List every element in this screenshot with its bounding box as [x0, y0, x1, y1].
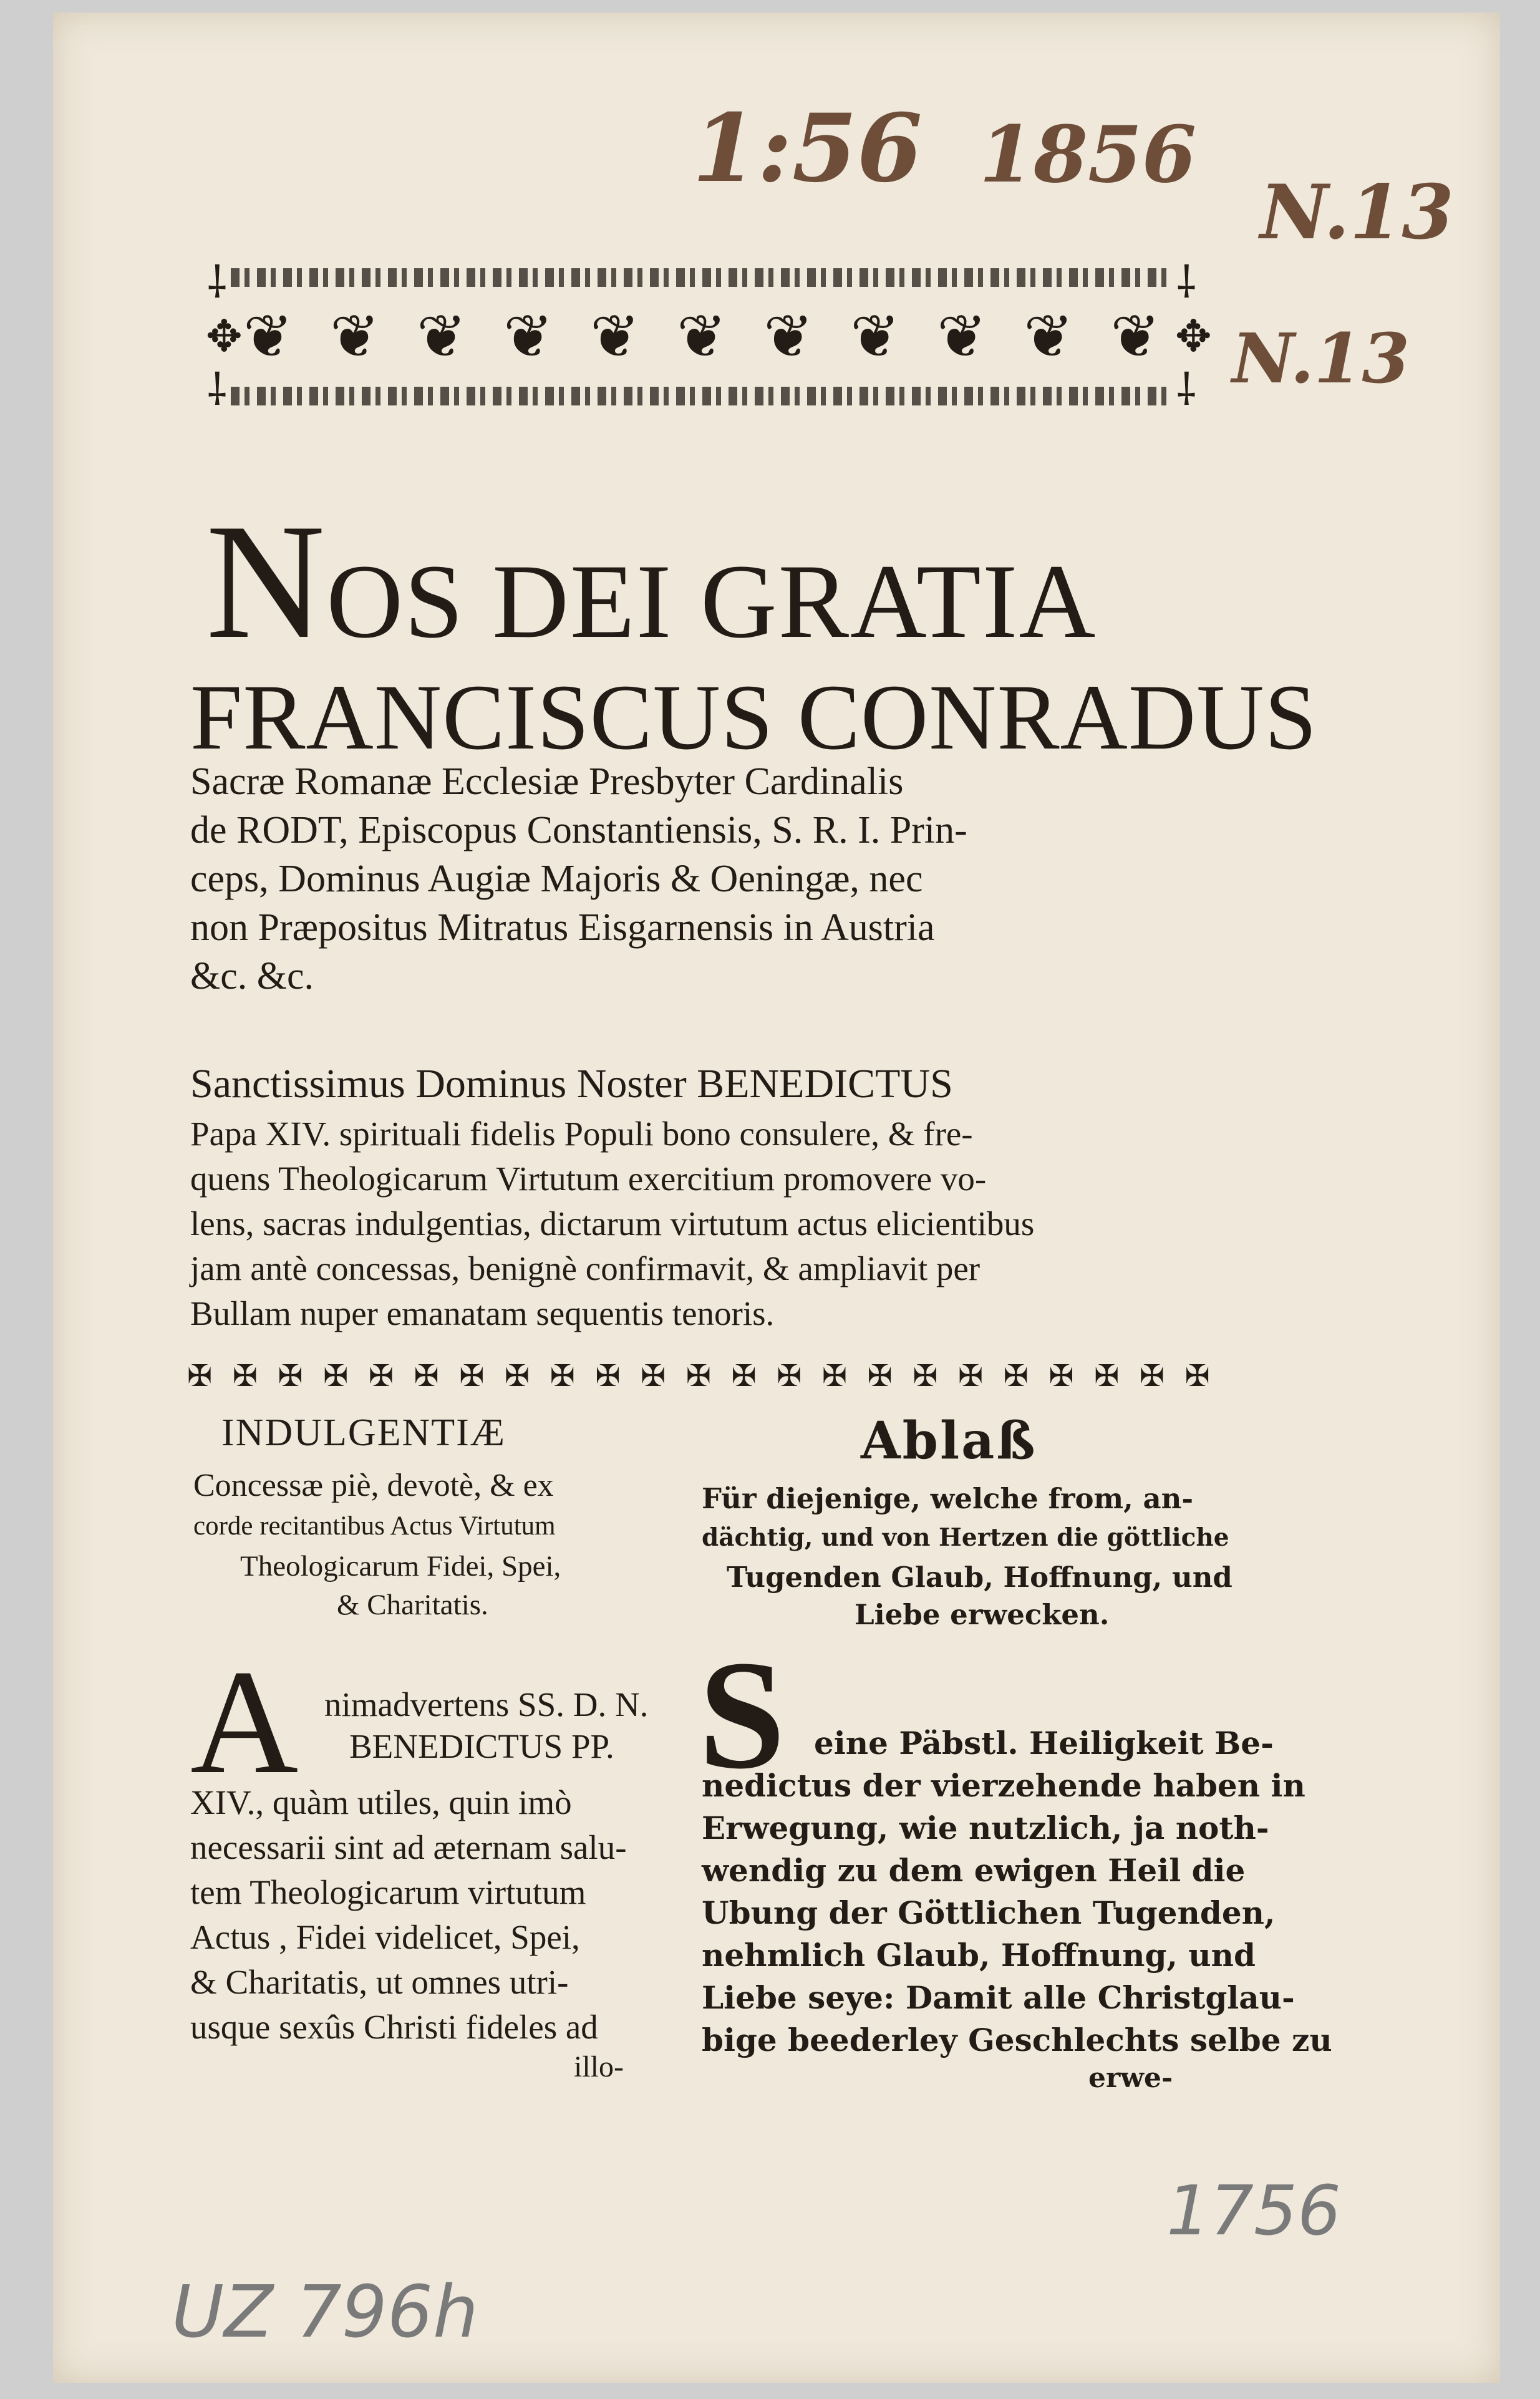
latin-subtitle-line: Concessæ piè, devotè, & ex — [193, 1468, 554, 1503]
handwritten-year: 1856 — [979, 109, 1196, 200]
header-line: &c. &c. — [190, 955, 314, 997]
ornament-band: ⸸ ✥ ⸸ ❦ ❦ ❦ ❦ ❦ ❦ ❦ ❦ ❦ ❦ ❦ ⸸ ✥ ⸸ — [206, 257, 1212, 415]
german-body-line: eine Päbstl. Heiligkeit Be- — [814, 1725, 1274, 1762]
header-line: de RODT, Episcopus Constantiensis, S. R. I. Prin- — [190, 809, 967, 851]
german-subtitle-line: Für diejenige, welche from, an- — [702, 1482, 1194, 1515]
german-body-line: erwe- — [1088, 2062, 1173, 2094]
german-body-line: Ubung der Göttlichen Tugenden, — [702, 1894, 1276, 1931]
intro-line: quens Theologicarum Virtutum exercitium promovere vo- — [190, 1160, 987, 1198]
latin-body-line: usque sexûs Christi fideles ad — [190, 2008, 598, 2046]
header-line: Sacræ Romanæ Ecclesiæ Presbyter Cardinalis — [190, 760, 904, 803]
cross-separator: ✠ ✠ ✠ ✠ ✠ ✠ ✠ ✠ ✠ ✠ ✠ ✠ ✠ ✠ ✠ ✠ ✠ ✠ ✠ ✠ ✠ ✠ ✠ — [187, 1359, 1210, 1393]
german-body-line: nehmlich Glaub, Hoffnung, und — [702, 1937, 1256, 1974]
latin-body-line: XIV., quàm utiles, quin imò — [190, 1783, 572, 1821]
header-line: non Præpositus Mitratus Eisgarnensis in Austria — [190, 906, 935, 949]
german-body-line: wendig zu dem ewigen Heil die — [702, 1852, 1246, 1889]
intro-line: jam antè concessas, benignè confirmavit, & ampliavit per — [190, 1249, 981, 1287]
header-line: ceps, Dominus Augiæ Majoris & Oeningæ, nec — [190, 858, 923, 900]
latin-body-line: nimadvertens SS. D. N. — [324, 1685, 649, 1723]
intro-line: lens, sacras indulgentias, dictarum virtutum actus elicientibus — [190, 1204, 1035, 1243]
latin-body-line: Actus , Fidei videlicet, Spei, — [190, 1918, 580, 1956]
latin-dropcap: A — [190, 1639, 299, 1805]
german-subtitle-line: Tugenden Glaub, Hoffnung, und — [727, 1561, 1232, 1594]
latin-body-line: & Charitatis, ut omnes utri- — [190, 1963, 569, 2001]
latin-body-line: BENEDICTUS PP. — [349, 1727, 614, 1765]
german-subtitle-line: Liebe erwecken. — [855, 1598, 1110, 1631]
german-body-line: bige beederley Geschlechts selbe zu — [702, 2022, 1332, 2058]
handwritten-number: 1:56 — [692, 94, 923, 203]
pencil-shelfmark: UZ 796h — [172, 2271, 478, 2354]
german-dropcap: S — [699, 1629, 786, 1801]
handwritten-no-1: N.13 — [1260, 168, 1454, 256]
german-title: Ablaß — [861, 1411, 1037, 1471]
latin-body-line: necessarii sint ad æternam salu- — [190, 1828, 627, 1866]
intro-line-1: Sanctissimus Dominus Noster BENEDICTUS — [190, 1061, 953, 1107]
german-body-line: nedictus der vierzehende haben in — [702, 1767, 1305, 1804]
latin-title: INDULGENTIÆ — [221, 1412, 506, 1454]
latin-subtitle-line: & Charitatis. — [337, 1589, 488, 1621]
latin-subtitle-line: corde recitantibus Actus Virtutum — [193, 1511, 556, 1541]
intro-line: Papa XIV. spirituali fidelis Populi bono consulere, & fre- — [190, 1115, 973, 1153]
handwritten-no-2: N.13 — [1232, 318, 1410, 399]
german-subtitle-line: dächtig, und von Hertzen die göttliche — [702, 1523, 1229, 1552]
ornament-flowers: ❦ ❦ ❦ ❦ ❦ ❦ ❦ ❦ ❦ ❦ ❦ — [243, 302, 1160, 371]
latin-subtitle-line: Theologicarum Fidei, Spei, — [240, 1550, 561, 1582]
latin-body-line: tem Theologicarum virtutum — [190, 1873, 586, 1911]
pencil-year: 1756 — [1166, 2171, 1341, 2251]
german-body-line: Erwegung, wie nutzlich, ja noth- — [702, 1810, 1269, 1846]
german-body-line: Liebe seye: Damit alle Christglau- — [702, 1979, 1295, 2016]
intro-line: Bullam nuper emanatam sequentis tenoris. — [190, 1294, 775, 1332]
title-franciscus-conradus: FRANCISCUS CONRADUS — [190, 666, 1317, 769]
title-nos-dei-gratia: NOS DEI GRATIA — [206, 490, 1097, 673]
latin-body-line: illo- — [574, 2050, 624, 2083]
